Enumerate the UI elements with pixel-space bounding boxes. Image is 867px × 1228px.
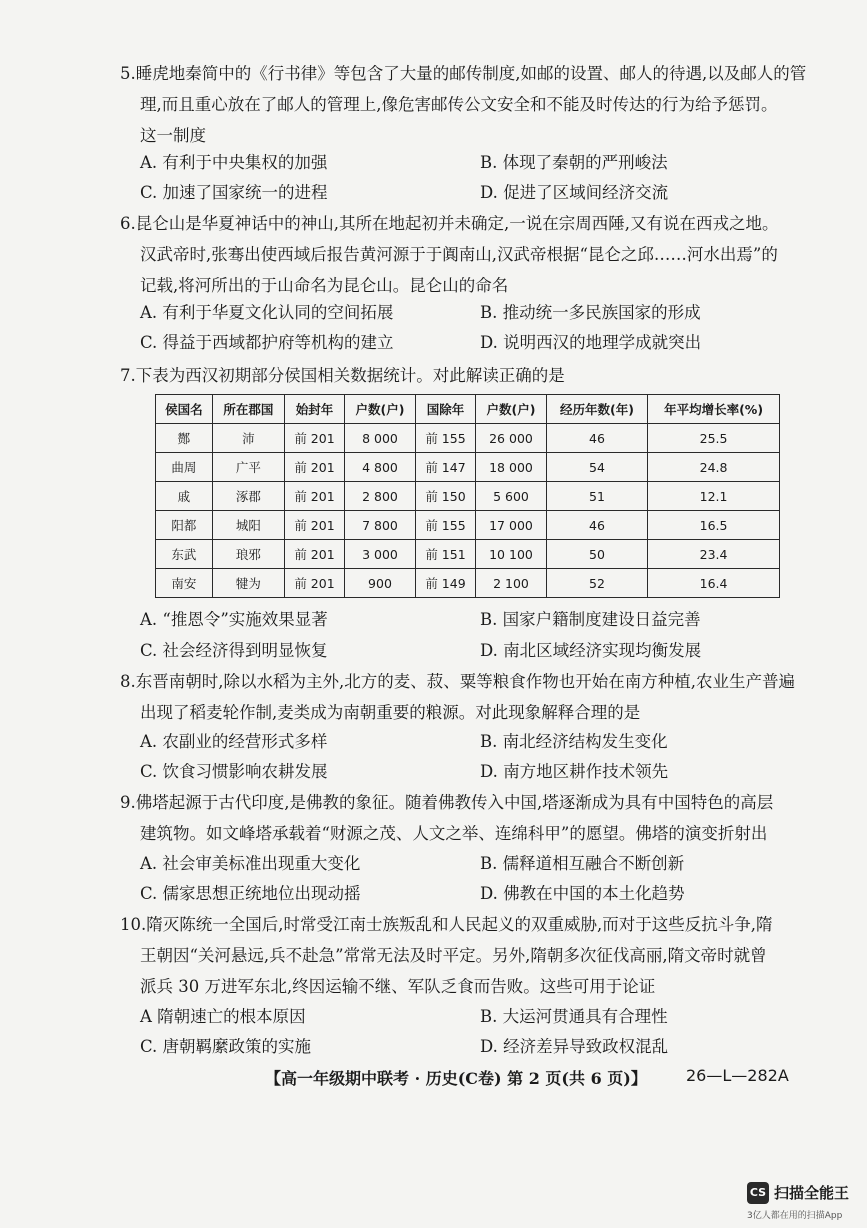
table-cell: 前 147	[415, 453, 475, 482]
table-cell: 南安	[156, 569, 213, 598]
table-cell: 5 600	[476, 482, 547, 511]
question-9	[120, 787, 773, 849]
table-cell: 前 150	[415, 482, 475, 511]
option-b[interactable]: B. 儒释道相互融合不断创新	[480, 854, 685, 873]
table-cell: 50	[546, 540, 647, 569]
table-cell: 24.8	[648, 453, 780, 482]
option-b[interactable]: B. 国家户籍制度建设日益完善	[480, 610, 701, 629]
table-cell: 16.4	[648, 569, 780, 598]
exam-code: 26—L—282A	[686, 1066, 789, 1085]
table-cell: 10 100	[476, 540, 547, 569]
option-c[interactable]: C. 儒家思想正统地位出现动摇	[140, 884, 361, 903]
table-cell: 46	[546, 424, 647, 453]
question-text-line: 7.下表为西汉初期部分侯国相关数据统计。对此解读正确的是	[120, 366, 565, 385]
option-a[interactable]: A. 社会审美标准出现重大变化	[140, 854, 361, 873]
option-c[interactable]: C. 得益于西域都护府等机构的建立	[140, 333, 394, 352]
table-cell: 18 000	[476, 453, 547, 482]
table-cell: 广平	[212, 453, 284, 482]
question-9-options	[140, 849, 840, 909]
option-b[interactable]: B. 大运河贯通具有合理性	[480, 1007, 668, 1026]
table-cell: 2 100	[476, 569, 547, 598]
table-cell: 900	[345, 569, 416, 598]
column-header: 经历年数(年)	[546, 395, 647, 424]
question-7-options	[140, 605, 840, 667]
option-c[interactable]: C. 唐朝羁縻政策的实施	[140, 1037, 312, 1056]
column-header: 国除年	[415, 395, 475, 424]
question-text-line: 出现了稻麦轮作制,麦类成为南朝重要的粮源。对此现象解释合理的是	[140, 703, 641, 722]
table-cell: 琅邪	[212, 540, 284, 569]
option-d[interactable]: D. 说明西汉的地理学成就突出	[480, 333, 702, 352]
table-cell: 12.1	[648, 482, 780, 511]
option-c[interactable]: C. 社会经济得到明显恢复	[140, 641, 328, 660]
column-header: 所在郡国	[212, 395, 284, 424]
table-cell: 涿郡	[212, 482, 284, 511]
table-cell: 7 800	[345, 511, 416, 540]
option-a[interactable]: A. “推恩令”实施效果显著	[140, 610, 328, 629]
table-cell: 沛	[212, 424, 284, 453]
table-cell: 前 201	[284, 569, 344, 598]
table-row	[156, 540, 780, 569]
watermark-name: 扫描全能王	[774, 1184, 850, 1202]
table-cell: 51	[546, 482, 647, 511]
table-cell: 54	[546, 453, 647, 482]
column-header: 侯国名	[156, 395, 213, 424]
scanner-watermark	[747, 1178, 857, 1222]
option-c[interactable]: C. 加速了国家统一的进程	[140, 183, 328, 202]
option-d[interactable]: D. 经济差异导致政权混乱	[480, 1037, 669, 1056]
option-b[interactable]: B. 南北经济结构发生变化	[480, 732, 668, 751]
table-cell: 8 000	[345, 424, 416, 453]
table-cell: 前 155	[415, 424, 475, 453]
question-6	[120, 208, 778, 301]
table-header-row	[156, 395, 780, 424]
table-cell: 52	[546, 569, 647, 598]
question-10-options	[140, 1002, 840, 1062]
option-b[interactable]: B. 推动统一多民族国家的形成	[480, 303, 701, 322]
option-c[interactable]: C. 饮食习惯影响农耕发展	[140, 762, 328, 781]
table-cell: 前 155	[415, 511, 475, 540]
watermark-tagline: 3亿人都在用的扫描App	[747, 1211, 843, 1221]
question-text-line: 5.睡虎地秦简中的《行书律》等包含了大量的邮传制度,如邮的设置、邮人的待遇,以及邮人的管	[120, 64, 807, 83]
table-cell: 前 201	[284, 482, 344, 511]
column-header: 始封年	[284, 395, 344, 424]
table-cell: 城阳	[212, 511, 284, 540]
table-cell: 4 800	[345, 453, 416, 482]
table-cell: 犍为	[212, 569, 284, 598]
option-d[interactable]: D. 促进了区域间经济交流	[480, 183, 669, 202]
question-8-options	[140, 727, 840, 787]
table-cell: 前 201	[284, 540, 344, 569]
table-cell: 25.5	[648, 424, 780, 453]
table-cell: 前 201	[284, 424, 344, 453]
table-row	[156, 453, 780, 482]
question-text-line: 派兵 30 万进军东北,终因运输不继、军队乏食而告败。这些可用于论证	[140, 977, 656, 996]
option-d[interactable]: D. 佛教在中国的本土化趋势	[480, 884, 685, 903]
option-a[interactable]: A. 农副业的经营形式多样	[140, 732, 328, 751]
table-cell: 阳都	[156, 511, 213, 540]
table-cell: 3 000	[345, 540, 416, 569]
table-cell: 前 151	[415, 540, 475, 569]
question-10	[120, 909, 772, 1002]
table-cell: 曲周	[156, 453, 213, 482]
table-cell: 前 201	[284, 511, 344, 540]
option-a[interactable]: A. 有利于中央集权的加强	[140, 153, 328, 172]
question-7	[120, 360, 565, 391]
option-d[interactable]: D. 南北区域经济实现均衡发展	[480, 641, 702, 660]
question-text-line: 这一制度	[140, 126, 206, 145]
table-row	[156, 424, 780, 453]
table-cell: 2 800	[345, 482, 416, 511]
question-6-options	[140, 298, 840, 358]
table-cell: 东武	[156, 540, 213, 569]
question-text-line: 10.隋灭陈统一全国后,时常受江南士族叛乱和人民起义的双重威胁,而对于这些反抗斗争,隋	[120, 915, 773, 934]
question-text-line: 汉武帝时,张骞出使西域后报告黄河源于于阗南山,汉武帝根据“昆仑之邱……河水出焉”的	[140, 245, 778, 264]
question-8	[120, 666, 795, 728]
question-text-line: 理,而且重心放在了邮人的管理上,像危害邮传公文安全和不能及时传达的行为给予惩罚。	[140, 95, 778, 114]
table-row	[156, 482, 780, 511]
question-text-line: 记载,将河所出的于山命名为昆仑山。昆仑山的命名	[140, 276, 509, 295]
question-text-line: 9.佛塔起源于古代印度,是佛教的象征。随着佛教传入中国,塔逐渐成为具有中国特色的高层	[120, 793, 774, 812]
table-row	[156, 569, 780, 598]
fief-statistics-table	[155, 394, 780, 598]
column-header: 户数(户)	[345, 395, 416, 424]
table-row	[156, 511, 780, 540]
table-cell: 前 201	[284, 453, 344, 482]
question-5-options	[140, 148, 840, 208]
table-cell: 前 149	[415, 569, 475, 598]
column-header: 年平均增长率(%)	[648, 395, 780, 424]
camscanner-logo-icon: CS	[747, 1182, 769, 1204]
table-cell: 酂	[156, 424, 213, 453]
page-footer: 【高一年级期中联考 · 历史(C卷) 第 2 页(共 6 页)】	[265, 1069, 647, 1088]
question-text-line: 6.昆仑山是华夏神话中的神山,其所在地起初并未确定,一说在宗周西陲,又有说在西戎之地。	[120, 214, 779, 233]
table-cell: 17 000	[476, 511, 547, 540]
table-cell: 16.5	[648, 511, 780, 540]
table-cell: 26 000	[476, 424, 547, 453]
option-d[interactable]: D. 南方地区耕作技术领先	[480, 762, 669, 781]
option-a[interactable]: A 隋朝速亡的根本原因	[140, 1007, 306, 1026]
option-b[interactable]: B. 体现了秦朝的严刑峻法	[480, 153, 668, 172]
question-5	[120, 58, 806, 151]
question-text-line: 王朝因“关河悬远,兵不赴急”常常无法及时平定。另外,隋朝多次征伐高丽,隋文帝时就曾	[140, 946, 767, 965]
table-cell: 戚	[156, 482, 213, 511]
column-header: 户数(户)	[476, 395, 547, 424]
option-a[interactable]: A. 有利于华夏文化认同的空间拓展	[140, 303, 394, 322]
table-cell: 23.4	[648, 540, 780, 569]
question-text-line: 8.东晋南朝时,除以水稻为主外,北方的麦、菽、粟等粮食作物也开始在南方种植,农业生产普遍	[120, 672, 795, 691]
table-cell: 46	[546, 511, 647, 540]
question-text-line: 建筑物。如文峰塔承载着“财源之茂、人文之举、连绵科甲”的愿望。佛塔的演变折射出	[140, 824, 768, 843]
